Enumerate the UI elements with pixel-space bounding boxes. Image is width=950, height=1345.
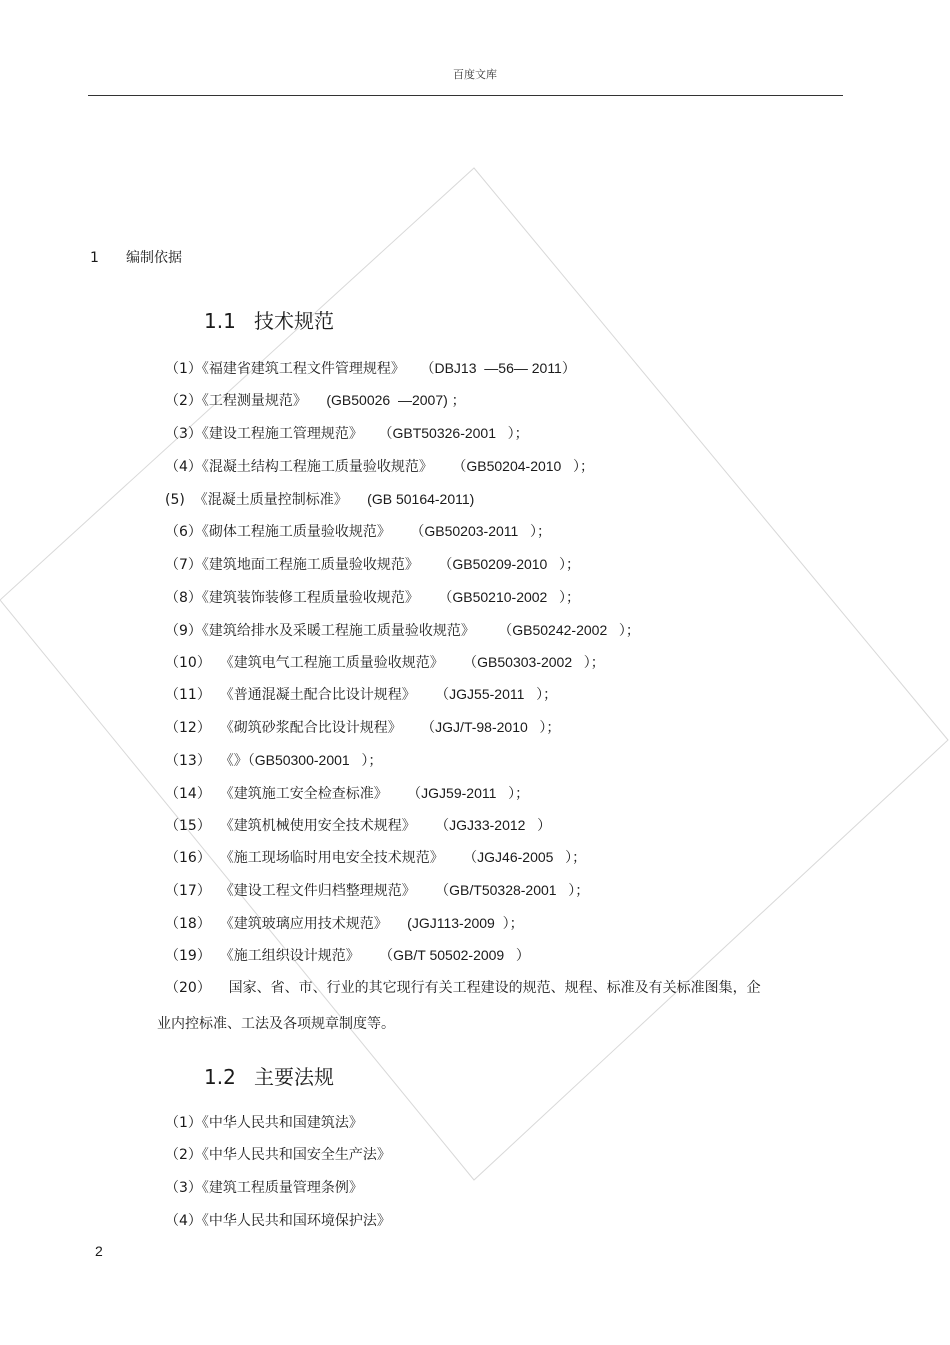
item-title: 《建筑电气工程施工质量验收规范》 (219, 655, 444, 671)
item-code: （GB50203-2011 ）； (390, 523, 551, 539)
list-item (165, 913, 524, 934)
item-code: （GBT50326-2001 ）； (362, 425, 529, 441)
list-item-20 (165, 978, 761, 998)
item-index: （15） (165, 818, 220, 834)
item-code: (GB50026 —2007) ； (306, 392, 466, 408)
item-index: （9） (165, 623, 202, 639)
item-code: （JGJ46-2005 ）； (443, 849, 587, 865)
item-index: （19） (165, 948, 220, 964)
item-index: （1） (165, 361, 202, 377)
item-title: 《福建省建筑工程文件管理规程》 (201, 361, 405, 377)
item-title: 《建筑玻璃应用技术规范》 (219, 916, 388, 932)
list-item (165, 489, 474, 510)
section-title: 编制依据 (126, 250, 182, 266)
list-item (165, 815, 551, 836)
item-code: （GB50303-2002 ）； (443, 654, 605, 670)
item-code: （JGJ33-2012 ） (415, 817, 552, 833)
item-index: （17） (165, 883, 220, 899)
item-title: 《混凝土结构工程施工质量验收规范》 (201, 459, 433, 475)
item-code: （GB50300-2001 ）； (247, 752, 383, 768)
item-title: 《建筑给排水及采暖工程施工质量验收规范》 (201, 623, 475, 639)
item-code: （JGJ/T-98-2010 ）； (401, 719, 561, 735)
item-code: （GB50209-2010 ）； (418, 556, 581, 572)
list-item (165, 717, 560, 738)
item-title: 《建筑地面工程施工质量验收规范》 (201, 557, 419, 573)
item-title: 《中华人民共和国环境保护法》 (201, 1213, 391, 1229)
item-title: 《建筑施工安全检查标准》 (219, 786, 388, 802)
item-code: (JGJ113-2009 ）； (387, 915, 524, 931)
list-item (165, 521, 551, 542)
item-title: 《混凝土质量控制标准》 (193, 492, 348, 508)
item-index: （10） (165, 655, 220, 671)
item-index: （12） (165, 720, 220, 736)
item-title: 《建设工程文件归档整理规范》 (219, 883, 416, 899)
section-heading-1 (90, 247, 182, 267)
item-index: （18） (165, 916, 220, 932)
list-item (165, 1178, 363, 1198)
item-title: 《砌体工程施工质量验收规范》 (201, 524, 391, 540)
item-text-line1: 国家、省、市、行业的其它现行有关工程建设的规范、规程、标准及有关标准图集，企 (210, 980, 761, 996)
item-title: 《建筑装饰装修工程质量验收规范》 (201, 590, 419, 606)
page-number: 2 (95, 1243, 103, 1259)
item-index: （1） (165, 1115, 202, 1131)
item-index: （7） (165, 557, 202, 573)
item-code: （JGJ59-2011 ）； (387, 785, 530, 801)
list-item (165, 652, 605, 673)
list-item (165, 587, 580, 608)
item-code: （JGJ55-2011 ）； (415, 686, 558, 702)
list-item (165, 880, 589, 901)
item-index: （2） (165, 393, 202, 409)
item-code: （DBJ13 —56— 2011） (404, 360, 576, 376)
list-item (165, 1113, 363, 1133)
item-index: (5) (165, 492, 194, 508)
item-index: （13） (165, 753, 220, 769)
item-title: 《砌筑砂浆配合比设计规程》 (219, 720, 402, 736)
item-title: 《建筑机械使用安全技术规程》 (219, 818, 416, 834)
list-item (165, 620, 640, 641)
item-code: (GB 50164-2011) (347, 491, 475, 507)
list-item (165, 390, 466, 411)
item-title: 《施工组织设计规范》 (219, 948, 360, 964)
subsection-number: 1.1 (204, 309, 236, 333)
list-item (165, 847, 586, 868)
item-index: （16） (165, 850, 220, 866)
item-index: （11） (165, 687, 220, 703)
item-title: 《建设工程施工管理规范》 (201, 426, 363, 442)
item-index: （20） (165, 980, 211, 996)
list-item (165, 783, 529, 804)
item-index: （3） (165, 1180, 202, 1196)
subsection-number: 1.2 (204, 1065, 236, 1089)
item-title: 《建筑工程质量管理条例》 (201, 1180, 363, 1196)
item-code: （GB50204-2010 ）； (432, 458, 595, 474)
header-divider (88, 95, 843, 96)
subsection-heading-1-2 (204, 1061, 334, 1090)
list-item-20-continuation: 业内控标准、工法及各项规章制度等。 (157, 1016, 395, 1032)
list-item (165, 684, 557, 705)
list-item (165, 358, 576, 379)
item-title: 《中华人民共和国建筑法》 (201, 1115, 363, 1131)
item-code: （GB/T50328-2001 ）； (415, 882, 590, 898)
item-index: （14） (165, 786, 220, 802)
list-item (165, 1211, 391, 1231)
list-item (165, 423, 529, 444)
item-code: （GB50210-2002 ）； (418, 589, 581, 605)
subsection-title: 主要法规 (254, 1065, 334, 1089)
list-item (165, 1145, 391, 1165)
item-title: 《施工现场临时用电安全技术规范》 (219, 850, 444, 866)
item-title: 《工程测量规范》 (201, 393, 307, 409)
subsection-title: 技术规范 (254, 309, 334, 333)
item-title: 《中华人民共和国安全生产法》 (201, 1147, 391, 1163)
item-index: （2） (165, 1147, 202, 1163)
list-item (165, 456, 594, 477)
item-title: 《普通混凝土配合比设计规程》 (219, 687, 416, 703)
item-code: （GB50242-2002 ）； (474, 622, 640, 638)
item-index: （3） (165, 426, 202, 442)
item-code: （GB/T 50502-2009 ） (359, 947, 530, 963)
list-item (165, 750, 382, 771)
page-header-title: 百度文库 (453, 68, 497, 81)
list-item (165, 554, 580, 575)
item-index: （6） (165, 524, 202, 540)
section-number: 1 (90, 250, 99, 266)
item-index: （4） (165, 459, 202, 475)
list-item (165, 945, 530, 966)
item-title: 《》 (219, 753, 248, 769)
item-index: （4） (165, 1213, 202, 1229)
item-index: （8） (165, 590, 202, 606)
subsection-heading-1-1 (204, 305, 334, 334)
